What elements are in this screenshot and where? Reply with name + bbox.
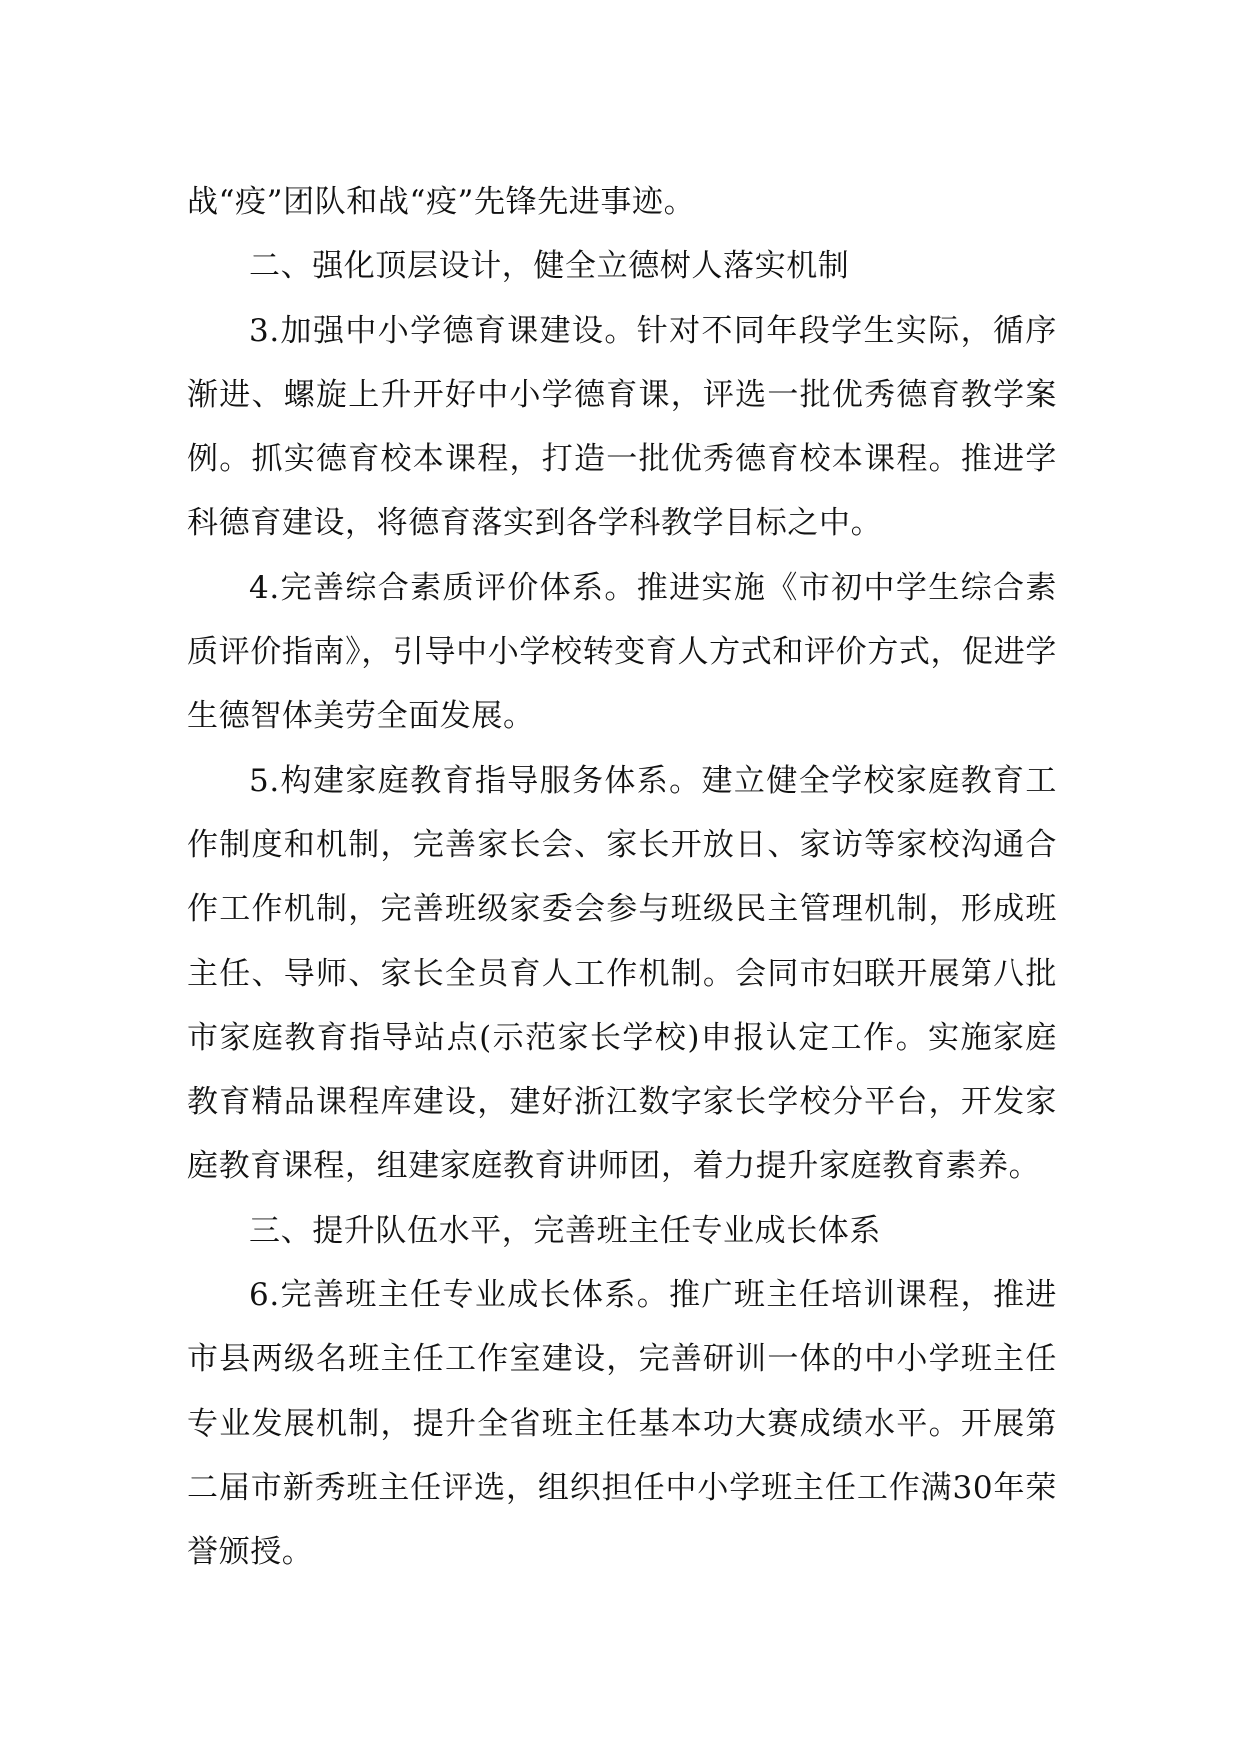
section-heading-2: 二、强化顶层设计，健全立德树人落实机制 bbox=[249, 248, 850, 285]
paragraph-item-4: 4.完善综合素质评价体系。推进实施《市初中学生综合素质评价指南》，引导中小学校转变育人方式和评价方式，促进学生德智体美劳全面发展。 bbox=[187, 569, 1057, 735]
paragraph-item-6: 6.完善班主任专业成长体系。推广班主任培训课程，推进市县两级名班主任工作室建设，完善研训一体的中小学班主任专业发展机制，提升全省班主任基本功大赛成绩水平。开展第二届市新秀班主任评选，组织担任中小学班主任工作满30年荣誉颁授。 bbox=[187, 1277, 1057, 1571]
paragraph-item-5: 5.构建家庭教育指导服务体系。建立健全学校家庭教育工作制度和机制，完善家长会、家长开放日、家访等家校沟通合作工作机制，完善班级家委会参与班级民主管理机制，形成班主任、导师、家长全员育人工作机制。会同市妇联开展第八批市家庭教育指导站点(示范家长学校)申报认定工作。实施家庭教育精品课程库建设，建好浙江数字家长学校分平台，开发家庭教育课程，组建家庭教育讲师团，着力提升家庭教育素养。 bbox=[187, 762, 1057, 1185]
section-heading-3: 三、提升队伍水平，完善班主任专业成长体系 bbox=[249, 1212, 881, 1249]
paragraph-item-3: 3.加强中小学德育课建设。针对不同年段学生实际，循序渐进、螺旋上升开好中小学德育课，评选一批优秀德育教学案例。抓实德育校本课程，打造一批优秀德育校本课程。推进学科德育建设，将德育落实到各学科教学目标之中。 bbox=[187, 312, 1057, 542]
body-text bbox=[187, 170, 1057, 1585]
paragraph-continuation: 战“疫”团队和战“疫”先锋先进事迹。 bbox=[187, 184, 696, 220]
